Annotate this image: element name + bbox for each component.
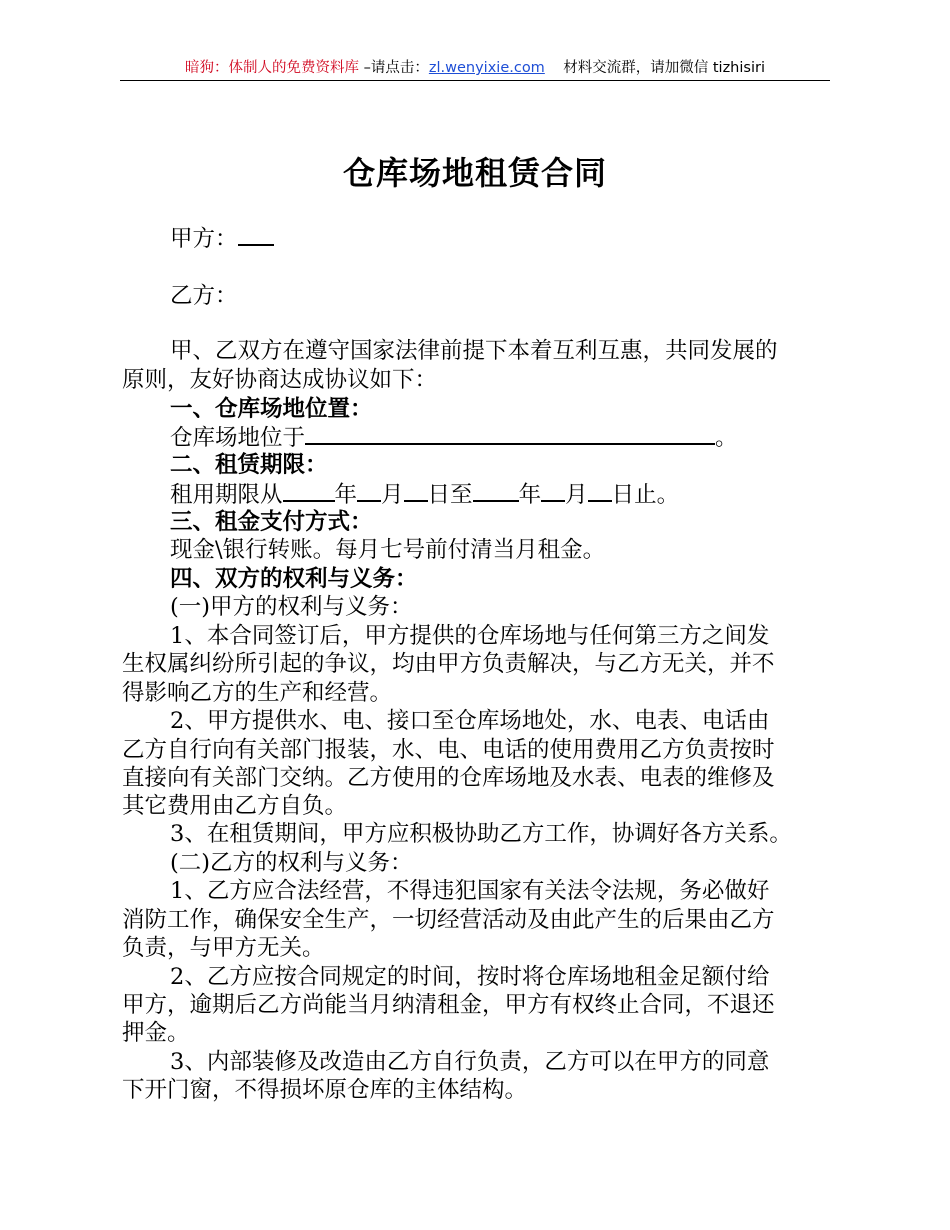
b-item-1-line-1: 1、乙方应合法经营，不得违犯国家有关法令法规，务必做好 (170, 878, 770, 904)
a-item-2-line-3: 直接向有关部门交纳。乙方使用的仓库场地及水表、电表的维修及 (122, 765, 775, 791)
page-header (120, 56, 830, 80)
a-item-1-line-2: 生权属纠纷所引起的争议，均由甲方负责解决，与乙方无关，并不 (122, 651, 775, 677)
section-3-heading: 三、租金支付方式： (170, 509, 373, 535)
location-label: 仓库场地位于 (170, 425, 306, 451)
end-day-blank (588, 480, 612, 502)
section-2-text (122, 480, 679, 509)
header-contact: 材料交流群，请加微信 tizhisiri (563, 60, 765, 76)
party-a-blank (238, 224, 274, 246)
end-month-blank (541, 480, 565, 502)
end-year-blank (473, 480, 519, 502)
a-item-2-line-2: 乙方自行向有关部门报装，水、电、电话的使用费用乙方负责按时 (122, 737, 775, 763)
section-3-text: 现金\银行转账。每月七号前付清当月租金。 (170, 537, 606, 563)
a-item-2-line-4: 其它费用由乙方自负。 (122, 793, 348, 819)
location-end: 。 (715, 425, 738, 451)
year-label-2: 年 (518, 482, 542, 508)
start-year-blank (283, 480, 335, 502)
document-title: 仓库场地租赁合同 (342, 154, 607, 192)
party-a-label: 甲方： (170, 226, 238, 252)
intro-line-1: 甲、乙双方在遵守国家法律前提下本着互利互惠，共同发展的 (170, 338, 778, 364)
intro-line-2: 原则，友好协商达成协议如下： (122, 367, 438, 393)
sub-heading-party-a: (一)甲方的权利与义务： (170, 594, 413, 620)
month-label-2: 月 (565, 482, 588, 508)
period-label: 租用期限从 (170, 482, 283, 508)
a-item-2-line-1: 2、甲方提供水、电、接口至仓库场地处，水、电表、电话由 (170, 708, 770, 734)
header-site-name: 暗狗：体制人的免费资料库 (185, 60, 360, 76)
b-item-3-line-1: 3、内部装修及改造由乙方自行负责，乙方可以在甲方的同意 (170, 1049, 770, 1075)
year-label: 年 (334, 482, 358, 508)
header-divider (120, 80, 830, 81)
b-item-2-line-2: 甲方，逾期后乙方尚能当月纳清租金，甲方有权终止合同，不退还 (122, 992, 775, 1018)
section-2-heading: 二、租赁期限： (170, 452, 328, 478)
party-b-line (122, 282, 238, 310)
header-prompt: –请点击： (359, 60, 429, 76)
sub-heading-party-b: (二)乙方的权利与义务： (170, 850, 413, 876)
day-to-label: 日至 (427, 482, 473, 508)
b-item-3-line-2: 下开门窗，不得损坏原仓库的主体结构。 (122, 1077, 528, 1103)
section-1-heading: 一、仓库场地位置： (170, 396, 373, 422)
a-item-1-line-1: 1、本合同签订后，甲方提供的仓库场地与任何第三方之间发 (170, 623, 770, 649)
start-month-blank (357, 480, 381, 502)
section-1-text (122, 423, 738, 452)
location-blank (305, 423, 715, 445)
day-end-label: 日止。 (611, 482, 680, 508)
a-item-1-line-3: 得影响乙方的生产和经营。 (122, 680, 393, 706)
start-day-blank (404, 480, 428, 502)
party-a-line (122, 224, 274, 253)
party-b-label: 乙方： (170, 283, 238, 309)
section-4-heading: 四、双方的权利与义务： (170, 566, 418, 592)
b-item-1-line-2: 消防工作，确保安全生产，一切经营活动及由此产生的后果由乙方 (122, 907, 775, 933)
b-item-2-line-3: 押金。 (122, 1020, 190, 1046)
b-item-1-line-3: 负责，与甲方无关。 (122, 935, 325, 961)
b-item-2-line-1: 2、乙方应按合同规定的时间，按时将仓库场地租金足额付给 (170, 964, 770, 990)
header-link[interactable]: zl.wenyixie.com (428, 60, 545, 76)
a-item-3-line-1: 3、在租赁期间，甲方应积极协助乙方工作，协调好各方关系。 (170, 821, 792, 847)
month-label: 月 (381, 482, 404, 508)
